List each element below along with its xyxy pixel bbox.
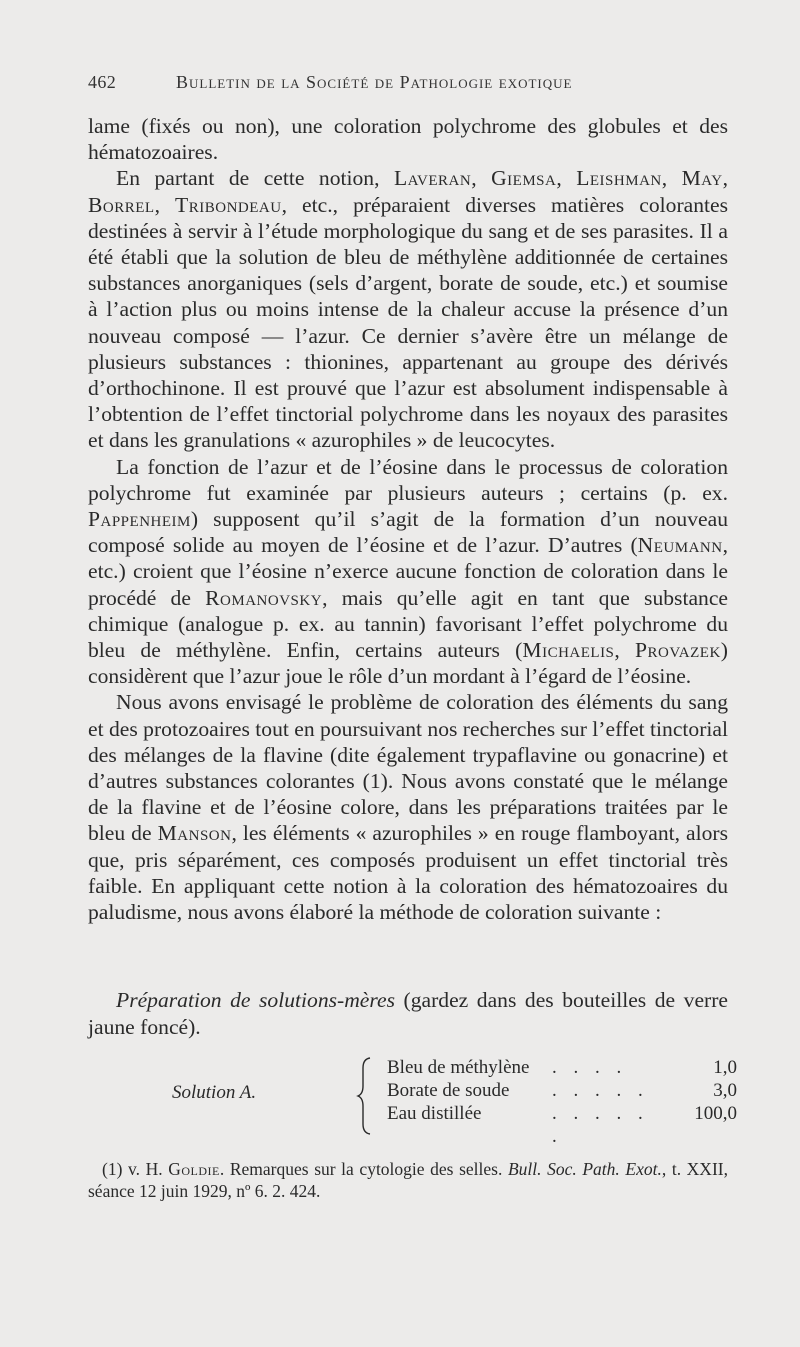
text-run: , [614,638,636,663]
page-number: 462 [88,72,117,92]
author-name: Pappenheim [88,507,191,532]
text-run: ) supposent qu’il s’agit de la formation d’un nouveau composé solide au moyen de l’éosine et de l’azur. D’autres ( [88,507,728,558]
paragraph-4 [88,689,728,925]
ingredient-quantity: 3,0 [713,1080,737,1101]
author-name: Borrel [88,192,155,217]
author-name: Michaelis [522,638,615,663]
ingredient-quantity: 1,0 [713,1057,737,1078]
text-run: La fonction de l’azur et de l’éosine dans le processus de coloration polychrome fut examinée par plusieurs auteurs ; certains (p. ex. [88,454,728,505]
leader-dots: . . . . . . [552,1103,649,1147]
ingredient-row [387,1079,737,1102]
ingredient-name: Eau distillée [387,1103,482,1124]
author-name: Giemsa [491,166,557,191]
ingredient-row [387,1056,737,1079]
text-run: , les éléments « azurophiles » en rouge flamboyant, alors que, pris séparément, ces composés produisent un effet tinctorial très faible. En appliquant cette notion à la coloration des hématozoaires du paludisme, nous avons élaboré la méthode de coloration suivante : [88,821,728,925]
author-name: May [681,166,723,191]
leader-dots: . . . . . [552,1080,649,1101]
text-run: Nous avons envisagé le problème de coloration des éléments du sang et des protozoaires tout en poursuivant nos recherches sur l’effet tinctorial des mélanges de la flavine (dite également trypaflavine ou gonacrine) et d’autres substances colorantes (1). Nous avons constaté que le mélange de la flavine et de l’éosine colore, dans les préparations traitées par le bleu de [88,690,728,846]
author-name: Neumann [637,533,723,558]
text-run: , mais qu’elle agit en tant que substance chimique (analogue p. ex. au tannin) favorisant l’effet polychrome du bleu de méthylène. Enfin, certains auteurs ( [88,585,728,663]
preparation-title: Préparation de solutions-mères [116,988,395,1012]
paragraph-2 [88,165,728,453]
body-text [88,113,728,925]
running-title: Bulletin de la Société de Pathologie exotique [176,72,573,92]
text-run: , [471,166,492,191]
leader-dots: . . . . [552,1057,628,1078]
preparation-section [88,987,728,1040]
ingredient-name: Borate de soude [387,1080,510,1101]
preparation-note: (gardez dans des bouteilles de verre jaune foncé). [88,988,728,1039]
author-name: Provazek [635,638,721,663]
text-run: , [661,166,682,191]
journal-title: Bull. Soc. Path. Exot. [507,1159,662,1179]
footnote [88,1158,728,1202]
author-name: Goldie [168,1159,220,1179]
text-run: (1) v. H. [102,1159,169,1179]
author-name: Manson [157,821,232,846]
text-run: , [722,166,728,191]
ingredient-name: Bleu de méthylène [387,1057,530,1078]
text-run: En partant de cette notion, [116,166,394,191]
text-run: . Remarques sur la cytologie des selles. [219,1159,508,1179]
text-run: , t. XXII, séance 12 juin 1929, nº 6. 2. 424. [88,1159,728,1201]
solution-label: Solution A. [172,1082,257,1103]
solution-a-recipe [88,1056,737,1147]
running-header [88,72,728,102]
text-run: ) considèrent que l’azur joue le rôle d’un mordant à l’égard de l’éosine. [88,638,728,689]
ingredient-quantity: 100,0 [694,1103,737,1124]
brace-icon [356,1056,376,1136]
author-name: Tribondeau [175,192,282,217]
preparation-paragraph [88,987,728,1040]
paragraph-3 [88,454,728,690]
text-run: , [556,166,577,191]
author-name: Leishman [576,166,662,191]
text-run: , etc., préparaient diverses matières colorantes destinées à servir à l’étude morphologique du sang et de ses parasites. Il a été établi que la solution de bleu de méthylène additionnée de certaines substances anorganiques (sels d’argent, borate de soude, etc.) et soumise à l’action plus ou moins intense de la chaleur accuse la présence d’un nouveau composé — l’azur. Ce dernier s’avère être un mélange de plusieurs substances : thionines, appartenant au groupe des dérivés d’orthochinone. Il est prouvé que l’azur est absolument indispensable à l’obtention de l’effet tinctorial polychrome dans les noyaux des parasites et dans les granulations « azurophiles » de leucocytes. [88,192,729,453]
author-name: Laveran [393,166,472,191]
paragraph-1: lame (fixés ou non), une coloration polychrome des globules et des hématozoaires. [88,114,728,165]
text-run: , [154,192,176,217]
author-name: Romanovsky [205,585,323,610]
footnote-text [88,1158,728,1202]
ingredient-list [387,1056,737,1147]
ingredient-row [387,1102,737,1147]
text-run: , etc.) croient que l’éosine n’exerce aucune fonction de coloration dans le procédé de [88,533,728,610]
